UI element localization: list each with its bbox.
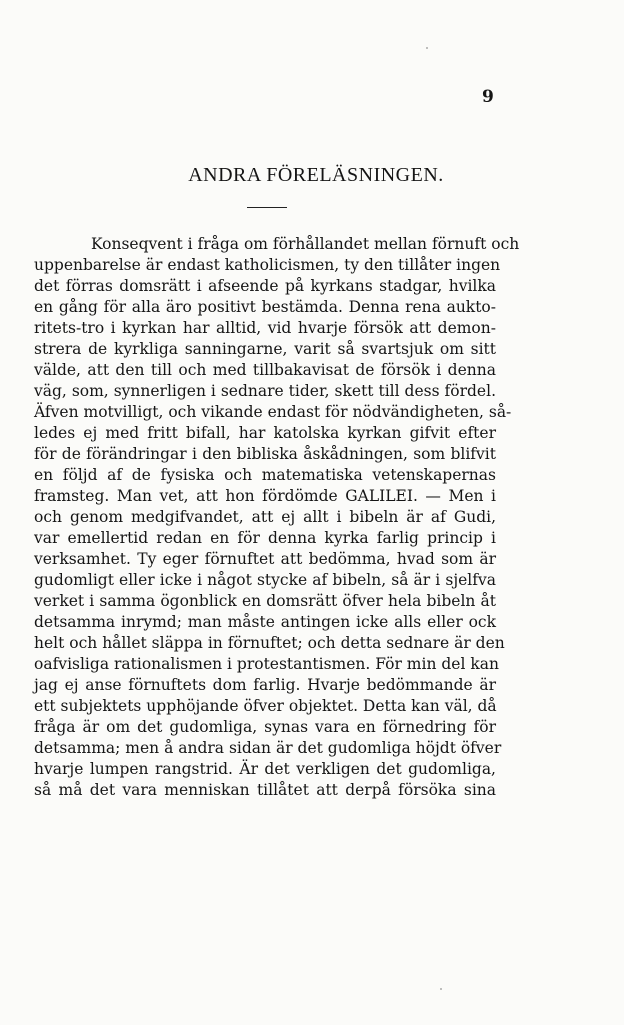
text-line: och genom medgifvandet, att ej allt i bibeln är af Gudi, — [34, 508, 496, 526]
text-line: välde, att den till och med tillbakavisat de försök i denna — [34, 361, 496, 379]
text-line: en följd af de fysiska och matematiska vetenskapernas — [34, 466, 496, 484]
text-line: en gång för alla äro positivt bestämda. Denna rena aukto- — [34, 298, 496, 316]
text-line: uppenbarelse är endast katholicismen, ty den tillåter ingen — [34, 256, 501, 274]
text-line: Äfven motvilligt, och vikande endast för nödvändigheten, så- — [34, 403, 512, 421]
text-line: Konseqvent i fråga om förhållandet mellan förnuft och — [91, 235, 520, 253]
page-number: 9 — [482, 87, 494, 107]
text-line: detsamma; men å andra sidan är det gudomliga höjdt öfver — [34, 739, 502, 757]
text-line: jag ej anse förnuftets dom farlig. Hvarje bedömmande är — [34, 676, 496, 694]
body-text — [34, 234, 520, 801]
text-line: ledes ej med fritt bifall, har katolska kyrkan gifvit efter — [34, 424, 496, 442]
text-line: helt och hållet släppa in förnuftet; och detta sednare är den — [34, 634, 505, 652]
text-line: ett subjektets upphöjande öfver objektet. Detta kan väl, då — [34, 697, 497, 715]
text-line: hvarje lumpen rangstrid. Är det verkligen det gudomliga, — [34, 760, 496, 778]
paper-speck — [426, 47, 428, 49]
text-line: för de förändringar i den bibliska åskådningen, som blifvit — [34, 445, 496, 463]
text-line: fråga är om det gudomliga, synas vara en förnedring för — [34, 718, 496, 736]
text-line: så må det vara menniskan tillåtet att derpå försöka sina — [34, 781, 496, 799]
chapter-title: ANDRA FÖRELÄSNINGEN. — [188, 164, 444, 186]
text-line: det förras domsrätt i afseende på kyrkans stadgar, hvilka — [34, 277, 496, 295]
text-line: gudomligt eller icke i något stycke af bibeln, så är i sjelfva — [34, 571, 496, 589]
text-line: verksamhet. Ty eger förnuftet att bedömma, hvad som är — [34, 550, 496, 568]
text-line: strera de kyrkliga sanningarne, varit så svartsjuk om sitt — [34, 340, 496, 358]
text-line: väg, som, synnerligen i sednare tider, skett till dess fördel. — [34, 382, 496, 400]
paper-speck — [440, 988, 442, 990]
text-line: verket i samma ögonblick en domsrätt öfver hela bibeln åt — [34, 592, 496, 610]
title-divider — [247, 207, 287, 208]
text-line: detsamma inrymd; man måste antingen icke alls eller ock — [34, 613, 496, 631]
text-line: var emellertid redan en för denna kyrka farlig princip i — [34, 529, 496, 547]
text-line: ritets-tro i kyrkan har alltid, vid hvarje försök att demon- — [34, 319, 496, 337]
text-line: framsteg. Man vet, att hon fördömde GALILEI. — Men i — [34, 487, 496, 505]
text-line: oafvisliga rationalismen i protestantismen. För min del kan — [34, 655, 499, 673]
